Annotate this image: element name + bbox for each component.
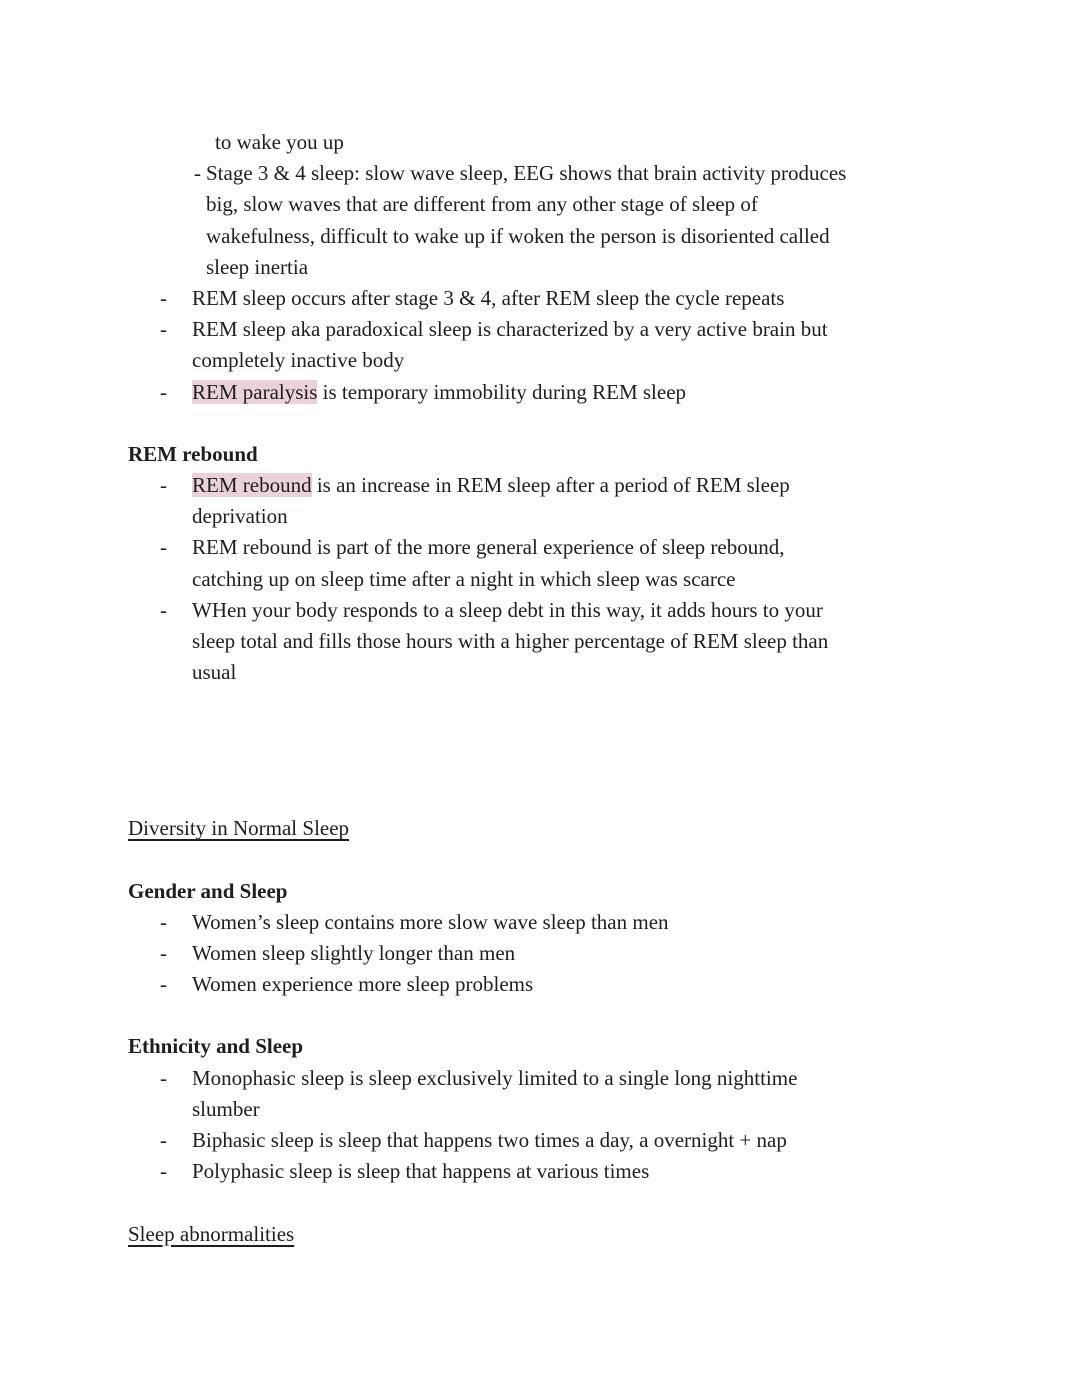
bullet-text: Biphasic sleep is sleep that happens two times a day, a overnight + nap	[192, 1128, 787, 1152]
bullet-dash: -	[160, 597, 167, 622]
blank-line	[128, 782, 1020, 813]
bullet-text: completely inactive body	[192, 348, 405, 373]
bullet-dash: -	[160, 1128, 167, 1152]
bullet-dash: -	[160, 473, 167, 498]
bullet-text: slumber	[192, 1096, 260, 1121]
blank-line	[128, 751, 1020, 782]
biphasic-bullet	[128, 1125, 1020, 1156]
paradoxical-bullet-line-2	[128, 345, 1020, 376]
bullet-text: Women’s sleep contains more slow wave sleep than men	[192, 909, 669, 934]
polyphasic-bullet	[128, 1156, 1020, 1187]
blank-line	[128, 408, 1020, 439]
gender-bullet-1	[128, 907, 1020, 938]
section-heading-diversity	[128, 813, 1020, 844]
bullet-text: wakefulness, difficult to wake up if woken the person is disoriented called	[206, 223, 830, 248]
rem-paralysis-bullet	[128, 377, 1020, 408]
bullet-dash: -	[160, 909, 167, 934]
blank-line	[128, 688, 1020, 719]
heading-text: REM rebound	[128, 441, 258, 466]
monophasic-bullet-line-2	[128, 1094, 1020, 1125]
blank-line	[128, 720, 1020, 751]
bullet-text: big, slow waves that are different from any other stage of sleep of	[206, 192, 758, 217]
rem-cycle-bullet	[128, 283, 1020, 314]
gender-bullet-3	[128, 969, 1020, 1000]
bullet-text: usual	[192, 660, 237, 685]
bullet-text: REM rebound is part of the more general experience of sleep rebound,	[192, 535, 785, 560]
bullet-dash: -	[160, 285, 167, 310]
bullet-text: sleep inertia	[206, 254, 309, 279]
bullet-text: to wake you up	[215, 130, 344, 154]
bullet-text: Monophasic sleep is sleep exclusively limited to a single long nighttime	[192, 1065, 798, 1090]
section-heading-rem-rebound	[128, 439, 1020, 470]
bullet-text: sleep total and fills those hours with a higher percentage of REM sleep than	[192, 629, 829, 653]
bullet-text: deprivation	[192, 504, 288, 529]
sleep-rebound-bullet-line-2	[128, 564, 1020, 595]
bullet-text: catching up on sleep time after a night in which sleep was scarce	[192, 566, 736, 591]
sleep-debt-bullet-line-3	[128, 657, 1020, 688]
highlighted-term: REM paralysis	[192, 379, 318, 404]
heading-text: Ethnicity and Sleep	[128, 1034, 304, 1059]
section-heading-gender	[128, 876, 1020, 907]
section-heading-abnormalities	[128, 1219, 1020, 1250]
stage34-bullet-line-1	[128, 158, 1020, 189]
bullet-dash: -	[160, 940, 167, 965]
bullet-text: REM sleep occurs after stage 3 & 4, after REM sleep the cycle repeats	[192, 285, 785, 310]
rem-rebound-definition-line-1	[128, 470, 1020, 501]
gender-bullet-2	[128, 938, 1020, 969]
bullet-text: Polyphasic sleep is sleep that happens at various times	[192, 1159, 650, 1184]
stage34-bullet-line-4	[128, 252, 1020, 283]
bullet-continuation-line	[128, 127, 1020, 158]
sleep-debt-bullet-line-2	[128, 626, 1020, 657]
paradoxical-bullet-line-1	[128, 314, 1020, 345]
bullet-text: Women sleep slightly longer than men	[192, 940, 516, 965]
sleep-rebound-bullet-line-1	[128, 532, 1020, 563]
bullet-dash: -	[160, 379, 167, 404]
bullet-text: REM sleep aka paradoxical sleep is characterized by a very active brain but	[192, 317, 828, 342]
stage34-bullet-line-3	[128, 221, 1020, 252]
bullet-text: Women experience more sleep problems	[192, 972, 534, 997]
bullet-dash: -	[160, 1159, 167, 1184]
sleep-debt-bullet-line-1	[128, 595, 1020, 626]
highlighted-term: REM rebound	[192, 473, 312, 498]
bullet-dash: -	[160, 317, 167, 342]
monophasic-bullet-line-1	[128, 1063, 1020, 1094]
section-heading-ethnicity	[128, 1031, 1020, 1062]
rem-rebound-definition-line-2	[128, 501, 1020, 532]
bullet-text: is temporary immobility during REM sleep	[317, 379, 687, 404]
bullet-text: WHen your body responds to a sleep debt in this way, it adds hours to your	[192, 597, 823, 622]
bullet-dash: -	[160, 1065, 167, 1090]
blank-line	[128, 1187, 1020, 1218]
heading-text: Gender and Sleep	[128, 878, 288, 903]
bullet-text: is an increase in REM sleep after a period of REM sleep	[311, 473, 790, 498]
bullet-dash: -	[160, 535, 167, 560]
bullet-dash: -	[160, 972, 167, 997]
blank-line	[128, 844, 1020, 875]
heading-text: Diversity in Normal Sleep	[128, 816, 350, 841]
blank-line	[128, 1000, 1020, 1031]
stage34-bullet-line-2	[128, 189, 1020, 220]
bullet-text: Stage 3 & 4 sleep: slow wave sleep, EEG shows that brain activity produces	[206, 161, 847, 186]
bullet-dash: -	[194, 161, 201, 186]
heading-text: Sleep abnormalities	[128, 1221, 295, 1246]
